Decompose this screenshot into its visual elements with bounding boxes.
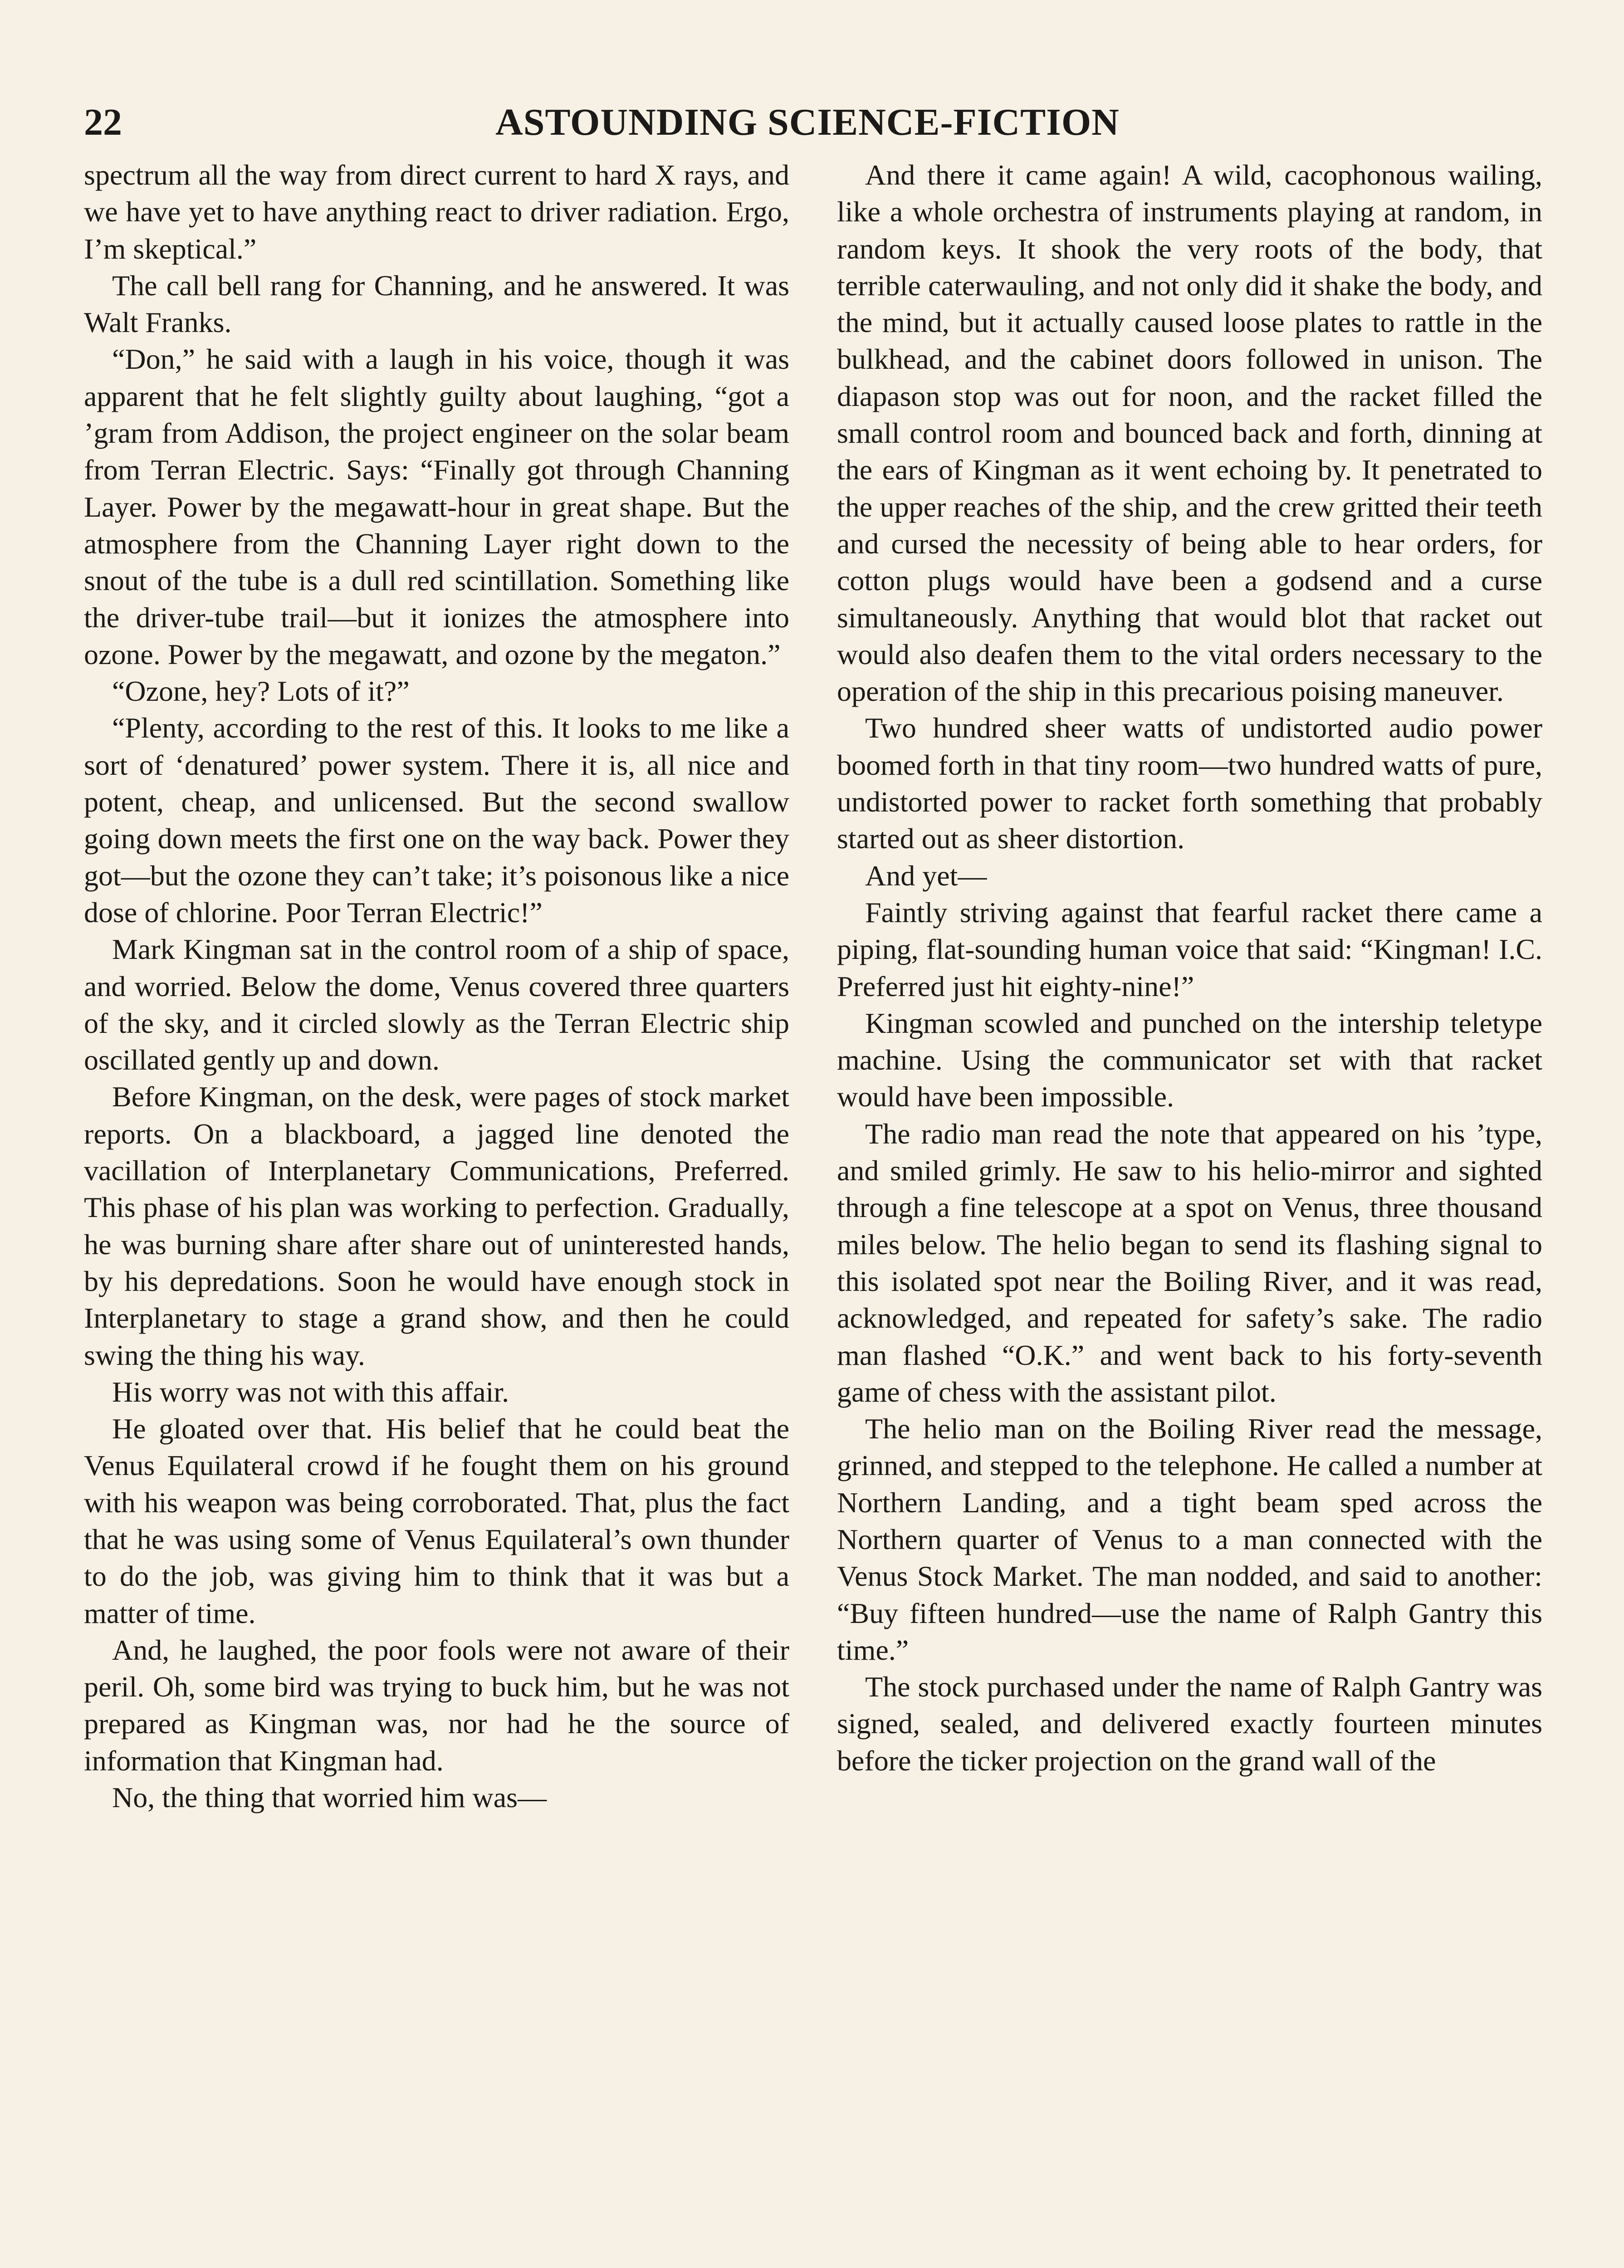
right-text-column — [837, 156, 1542, 2268]
paragraph: The helio man on the Boiling River read the message, grinned, and stepped to the telephone. He called a number at Northern Landing, and a tight beam sped across the Northern quarter of Venus to a man connected with the Venus Stock Market. The man nodded, and said to another: “Buy fifteen hundred—use the name of Ralph Gantry this time.” — [837, 1413, 1542, 1666]
paragraph: The radio man read the note that appeared on his ’type, and smiled grimly. He saw to his helio-mirror and sighted through a fine telescope at a spot on Venus, three thousand miles below. The helio began to send its flashing signal to this isolated spot near the Boiling River, and it was read, acknowledged, and repeated for safety’s sake. The radio man flashed “O.K.” and went back to his forty-seventh game of chess with the assistant pilot. — [837, 1117, 1542, 1408]
paragraph: “Plenty, according to the rest of this. It looks to me like a sort of ‘denatured’ power system. There it is, all nice and potent, cheap, and unlicensed. But the second swallow going down meets the first one on the way back. Power they got—but the ozone they can’t take; it’s poisonous like a nice dose of chlorine. Poor Terran Electric!” — [84, 712, 789, 929]
paragraph: Faintly striving against that fearful racket there came a piping, flat-sounding human voice that said: “Kingman! I.C. Preferred just hit eighty-nine!” — [837, 896, 1542, 1002]
paragraph: His worry was not with this affair. — [112, 1375, 509, 1408]
paragraph: No, the thing that worried him was— — [112, 1781, 547, 1814]
paragraph: The stock purchased under the name of Ralph Gantry was signed, sealed, and delivered exactly fourteen minutes before the ticker projection on the grand wall of the — [837, 1671, 1542, 1777]
paragraph: spectrum all the way from direct current to hard X rays, and we have yet to have anything react to driver radiation. Ergo, I’m skeptical.” — [84, 159, 789, 265]
paragraph: The call bell rang for Channing, and he answered. It was Walt Franks. — [84, 269, 789, 339]
paragraph: And yet— — [865, 859, 987, 892]
paragraph: “Don,” he said with a laugh in his voice, though it was apparent that he felt slightly guilty about laughing, “got a ’gram from Addison, the project engineer on the solar beam from Terran Electric. Says: “Finally got through Channing Layer. Power by the megawatt-hour in great shape. But the atmosphere from the Channing Layer right down to the snout of the tube is a dull red scintillation. Something like the driver-tube trail—but it ionizes the atmosphere into ozone. Power by the megawatt, and ozone by the megaton.” — [84, 343, 789, 670]
page-header — [84, 93, 1531, 152]
paragraph: Two hundred sheer watts of undistorted audio power boomed forth in that tiny room—two hundred watts of pure, undistorted power to racket forth something that probably started out as sheer distortion. — [837, 712, 1542, 855]
paragraph: He gloated over that. His belief that he could beat the Venus Equilateral crowd if he fought them on his ground with his weapon was being corroborated. That, plus the fact that he was using some of Venus Equilateral’s own thunder to do the job, was giving him to think that it was but a matter of time. — [84, 1413, 789, 1629]
paragraph: Mark Kingman sat in the control room of a ship of space, and worried. Below the dome, Venus covered three quarters of the sky, and it circled slowly as the Terran Electric ship oscillated gently up and down. — [84, 933, 789, 1076]
paragraph: “Ozone, hey? Lots of it?” — [112, 675, 410, 708]
paragraph: And, he laughed, the poor fools were not aware of their peril. Oh, some bird was trying to buck him, but he was not prepared as Kingman was, nor had he the source of information that Kingman had. — [84, 1633, 789, 1777]
page-number: 22 — [84, 101, 122, 143]
running-title: ASTOUNDING SCIENCE-FICTION — [495, 101, 1120, 143]
paragraph: Before Kingman, on the desk, were pages of stock market reports. On a blackboard, a jagged line denoted the vacillation of Interplanetary Communications, Preferred. This phase of his plan was working to perfection. Gradually, he was burning share after share out of uninterested hands, by his depredations. Soon he would have enough stock in Interplanetary to stage a grand show, and then he could swing the thing his way. — [84, 1080, 789, 1371]
paragraph: And there it came again! A wild, cacophonous wailing, like a whole orchestra of instruments playing at random, in random keys. It shook the very roots of the body, that terrible caterwauling, and not only did it shake the body, and the mind, but it actually caused loose plates to rattle in the bulkhead, and the cabinet doors followed in unison. The diapason stop was out for noon, and the racket filled the small control room and bounced back and forth, dinning at the ears of Kingman as it went echoing by. It penetrated to the upper reaches of the ship, and the crew gritted their teeth and cursed the necessity of being able to hear orders, for cotton plugs would have been a godsend and a curse simultaneously. Anything that would blot that racket out would also deafen them to the vital orders necessary to the operation of the ship in this precarious poising maneuver. — [837, 159, 1542, 708]
left-text-column — [84, 156, 789, 2268]
paragraph: Kingman scowled and punched on the intership teletype machine. Using the communicator set with that racket would have been impossible. — [837, 1007, 1542, 1113]
